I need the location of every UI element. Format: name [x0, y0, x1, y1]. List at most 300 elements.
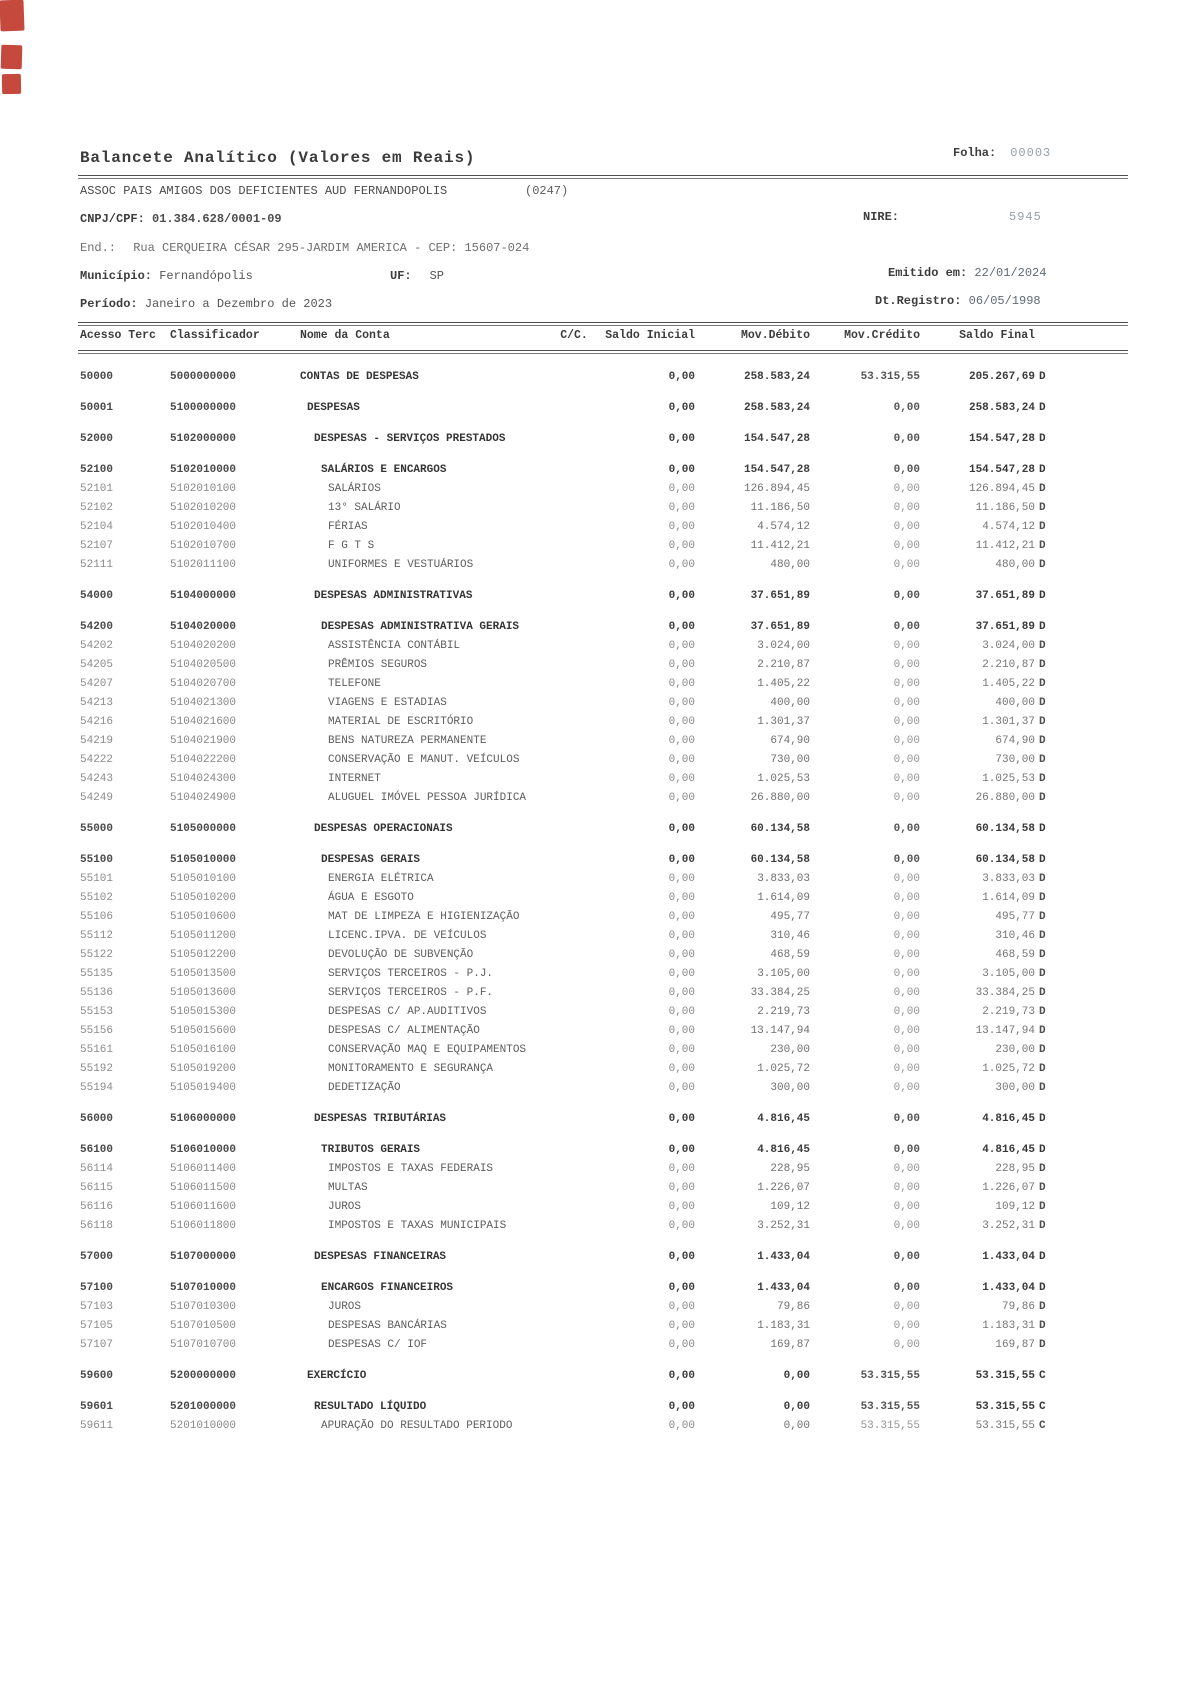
cell-dc-indicator: D [1039, 1044, 1046, 1056]
cell-dc-indicator: D [1039, 754, 1046, 766]
cell-mov-credito: 0,00 [893, 1320, 920, 1332]
cell-mov-debito: 37.651,89 [750, 590, 810, 602]
cell-acesso: 57100 [80, 1282, 114, 1294]
cell-acesso: 56000 [80, 1113, 114, 1125]
cell-saldo-inicial: 0,00 [668, 1282, 695, 1294]
cell-nome-da-conta: F G T S [328, 540, 375, 552]
cell-acesso: 52000 [80, 433, 114, 445]
cell-nome-da-conta: SERVIÇOS TERCEIROS - P.F. [328, 987, 494, 999]
dt-registro-field [875, 294, 1041, 308]
cell-acesso: 55194 [80, 1082, 114, 1094]
cell-saldo-inicial: 0,00 [668, 697, 695, 709]
cell-nome-da-conta: BENS NATUREZA PERMANENTE [328, 735, 487, 747]
cell-mov-debito: 154.547,28 [743, 433, 810, 445]
cell-saldo-final: 1.183,31 [982, 1320, 1035, 1332]
municipio-value: Fernandópolis [159, 269, 253, 283]
cell-saldo-final: 169,87 [995, 1339, 1035, 1351]
table-row [80, 1113, 1050, 1132]
cell-mov-credito: 53.315,55 [860, 371, 920, 383]
cell-nome-da-conta: LICENC.IPVA. DE VEÍCULOS [328, 930, 487, 942]
cell-dc-indicator: D [1039, 1144, 1046, 1156]
table-row [80, 559, 1050, 578]
cell-classificador: 5100000000 [170, 402, 237, 414]
cell-classificador: 5104020200 [170, 640, 237, 652]
cell-mov-debito: 4.816,45 [757, 1144, 810, 1156]
table-row [80, 697, 1050, 716]
cell-dc-indicator: D [1039, 949, 1046, 961]
red-edge-mark [0, 0, 25, 31]
cell-nome-da-conta: JUROS [328, 1201, 362, 1213]
cell-saldo-final: 4.574,12 [982, 521, 1035, 533]
cell-classificador: 5106011800 [170, 1220, 237, 1232]
col-header-dc-spacer [1035, 329, 1050, 342]
cell-saldo-inicial: 0,00 [668, 1420, 695, 1432]
cell-acesso: 55000 [80, 823, 114, 835]
cell-saldo-inicial: 0,00 [668, 402, 695, 414]
cell-mov-credito: 0,00 [893, 678, 920, 690]
cell-saldo-final: 4.816,45 [982, 1113, 1035, 1125]
cell-saldo-inicial: 0,00 [668, 1401, 695, 1413]
cell-nome-da-conta: DESPESAS GERAIS [321, 854, 421, 866]
cell-mov-debito: 1.226,07 [757, 1182, 810, 1194]
cell-mov-credito: 0,00 [893, 792, 920, 804]
cell-saldo-final: 53.315,55 [975, 1401, 1035, 1413]
cell-mov-debito: 1.183,31 [757, 1320, 810, 1332]
cell-dc-indicator: D [1039, 640, 1046, 652]
cell-saldo-inicial: 0,00 [668, 1063, 695, 1075]
table-row [80, 968, 1050, 987]
cell-nome-da-conta: MATERIAL DE ESCRITÓRIO [328, 716, 474, 728]
cell-mov-debito: 79,86 [776, 1301, 810, 1313]
cell-acesso: 54219 [80, 735, 114, 747]
cell-saldo-final: 79,86 [1001, 1301, 1035, 1313]
cell-mov-debito: 1.405,22 [757, 678, 810, 690]
cell-acesso: 54205 [80, 659, 114, 671]
table-row [80, 1282, 1050, 1301]
cell-acesso: 50000 [80, 371, 114, 383]
cell-dc-indicator: D [1039, 590, 1046, 602]
cell-mov-credito: 0,00 [893, 949, 920, 961]
cell-mov-credito: 0,00 [893, 1339, 920, 1351]
cell-mov-debito: 1.025,53 [757, 773, 810, 785]
cell-classificador: 5104020700 [170, 678, 237, 690]
cell-mov-debito: 400,00 [770, 697, 810, 709]
cell-saldo-inicial: 0,00 [668, 1044, 695, 1056]
cell-nome-da-conta: ENCARGOS FINANCEIROS [321, 1282, 454, 1294]
cell-acesso: 55161 [80, 1044, 114, 1056]
cell-mov-credito: 0,00 [893, 1063, 920, 1075]
cell-saldo-inicial: 0,00 [668, 540, 695, 552]
table-row [80, 754, 1050, 773]
cell-saldo-final: 468,59 [995, 949, 1035, 961]
cell-saldo-final: 730,00 [995, 754, 1035, 766]
table-row [80, 1006, 1050, 1025]
nire-field [863, 210, 1042, 224]
cell-saldo-inicial: 0,00 [668, 968, 695, 980]
cell-classificador: 5102011100 [170, 559, 237, 571]
cell-dc-indicator: D [1039, 659, 1046, 671]
cell-nome-da-conta: DESPESAS - SERVIÇOS PRESTADOS [314, 433, 506, 445]
table-row [80, 402, 1050, 421]
page-title: Balancete Analítico (Valores em Reais) [80, 149, 476, 167]
cell-mov-credito: 53.315,55 [860, 1370, 920, 1382]
emitido-label: Emitido em: [888, 266, 968, 280]
table-row [80, 1025, 1050, 1044]
cell-acesso: 54213 [80, 697, 114, 709]
cell-mov-debito: 228,95 [770, 1163, 810, 1175]
account-group [80, 1144, 1050, 1239]
cell-acesso: 55192 [80, 1063, 114, 1075]
table-row [80, 1420, 1050, 1439]
cell-mov-debito: 37.651,89 [750, 621, 810, 633]
cell-classificador: 5201000000 [170, 1401, 237, 1413]
cell-classificador: 5105016100 [170, 1044, 237, 1056]
cell-saldo-final: 60.134,58 [975, 823, 1035, 835]
cell-saldo-final: 2.219,73 [982, 1006, 1035, 1018]
cell-nome-da-conta: DEDETIZAÇÃO [328, 1082, 401, 1094]
table-row [80, 1144, 1050, 1163]
cell-mov-credito: 0,00 [893, 521, 920, 533]
cell-mov-debito: 11.412,21 [750, 540, 810, 552]
cell-acesso: 54000 [80, 590, 114, 602]
cell-classificador: 5104021900 [170, 735, 237, 747]
cell-saldo-inicial: 0,00 [668, 1320, 695, 1332]
cell-dc-indicator: D [1039, 792, 1046, 804]
cell-dc-indicator: D [1039, 1082, 1046, 1094]
cell-acesso: 57000 [80, 1251, 114, 1263]
cell-saldo-inicial: 0,00 [668, 1144, 695, 1156]
cell-mov-credito: 0,00 [893, 911, 920, 923]
account-group [80, 402, 1050, 421]
cell-saldo-inicial: 0,00 [668, 433, 695, 445]
cell-saldo-inicial: 0,00 [668, 930, 695, 942]
cell-classificador: 5104020500 [170, 659, 237, 671]
company-name: ASSOC PAIS AMIGOS DOS DEFICIENTES AUD FERNANDOPOLIS [80, 184, 448, 198]
cell-mov-debito: 480,00 [770, 559, 810, 571]
cell-acesso: 56114 [80, 1163, 114, 1175]
cell-mov-debito: 13.147,94 [750, 1025, 810, 1037]
cell-saldo-final: 300,00 [995, 1082, 1035, 1094]
account-group [80, 823, 1050, 842]
cell-nome-da-conta: FÉRIAS [328, 521, 368, 533]
cell-classificador: 5105010200 [170, 892, 237, 904]
address-label: End.: [80, 241, 117, 255]
account-group [80, 854, 1050, 1101]
cell-acesso: 59601 [80, 1401, 114, 1413]
cell-saldo-inicial: 0,00 [668, 792, 695, 804]
cell-acesso: 52100 [80, 464, 114, 476]
cell-saldo-final: 37.651,89 [975, 590, 1035, 602]
cell-nome-da-conta: INTERNET [328, 773, 381, 785]
cell-saldo-final: 1.405,22 [982, 678, 1035, 690]
cell-classificador: 5000000000 [170, 371, 237, 383]
table-row [80, 1320, 1050, 1339]
cell-dc-indicator: D [1039, 854, 1046, 866]
cell-saldo-final: 126.894,45 [968, 483, 1035, 495]
cell-mov-debito: 4.574,12 [757, 521, 810, 533]
account-group [80, 1401, 1050, 1439]
cell-mov-credito: 0,00 [893, 1201, 920, 1213]
cell-acesso: 55102 [80, 892, 114, 904]
cell-nome-da-conta: JUROS [328, 1301, 362, 1313]
cell-saldo-inicial: 0,00 [668, 873, 695, 885]
cell-mov-credito: 0,00 [893, 640, 920, 652]
cell-mov-credito: 0,00 [893, 1113, 920, 1125]
cell-dc-indicator: D [1039, 911, 1046, 923]
cell-saldo-final: 60.134,58 [975, 854, 1035, 866]
address-value: Rua CERQUEIRA CÉSAR 295-JARDIM AMERICA - CEP: 15607-024 [133, 241, 530, 255]
cell-classificador: 5105011200 [170, 930, 237, 942]
cell-nome-da-conta: SERVIÇOS TERCEIROS - P.J. [328, 968, 494, 980]
cell-mov-credito: 0,00 [893, 659, 920, 671]
cell-mov-debito: 60.134,58 [750, 823, 810, 835]
cell-saldo-inicial: 0,00 [668, 1220, 695, 1232]
periodo-value: Janeiro a Dezembro de 2023 [144, 297, 333, 311]
table-body [80, 371, 1050, 1451]
cell-classificador: 5105012200 [170, 949, 237, 961]
table-row [80, 464, 1050, 483]
account-group [80, 1113, 1050, 1132]
title-rule [78, 175, 1128, 179]
cell-saldo-final: 1.025,72 [982, 1063, 1035, 1075]
cell-dc-indicator: D [1039, 697, 1046, 709]
cell-saldo-final: 154.547,28 [968, 433, 1035, 445]
table-header-row [80, 329, 1050, 342]
cell-nome-da-conta: MONITORAMENTO E SEGURANÇA [328, 1063, 494, 1075]
cell-dc-indicator: D [1039, 1113, 1046, 1125]
cell-nome-da-conta: 13° SALÁRIO [328, 502, 401, 514]
cell-classificador: 5107010000 [170, 1282, 237, 1294]
cell-dc-indicator: D [1039, 1220, 1046, 1232]
cell-saldo-inicial: 0,00 [668, 559, 695, 571]
table-row [80, 823, 1050, 842]
col-header-saldo-final: Saldo Final [959, 329, 1035, 342]
cell-saldo-inicial: 0,00 [668, 1082, 695, 1094]
cell-acesso: 54216 [80, 716, 114, 728]
cell-saldo-inicial: 0,00 [668, 371, 695, 383]
cell-nome-da-conta: DEVOLUÇÃO DE SUBVENÇÃO [328, 949, 474, 961]
cell-nome-da-conta: EXERCÍCIO [307, 1370, 367, 1382]
cell-saldo-final: 3.024,00 [982, 640, 1035, 652]
cell-acesso: 55101 [80, 873, 114, 885]
cell-mov-credito: 0,00 [893, 1251, 920, 1263]
cell-saldo-inicial: 0,00 [668, 521, 695, 533]
cell-saldo-final: 310,46 [995, 930, 1035, 942]
cell-classificador: 5106010000 [170, 1144, 237, 1156]
cell-dc-indicator: D [1039, 892, 1046, 904]
cell-nome-da-conta: DESPESAS C/ AP.AUDITIVOS [328, 1006, 487, 1018]
account-group [80, 371, 1050, 390]
cell-nome-da-conta: ENERGIA ELÉTRICA [328, 873, 434, 885]
cell-mov-credito: 0,00 [893, 1220, 920, 1232]
cell-mov-debito: 2.219,73 [757, 1006, 810, 1018]
table-row [80, 735, 1050, 754]
col-header-nome: Nome da Conta [300, 329, 390, 342]
cell-mov-credito: 0,00 [893, 968, 920, 980]
cell-saldo-inicial: 0,00 [668, 621, 695, 633]
cell-mov-debito: 3.833,03 [757, 873, 810, 885]
cell-saldo-inicial: 0,00 [668, 1339, 695, 1351]
cell-nome-da-conta: ÁGUA E ESGOTO [328, 892, 414, 904]
cell-mov-credito: 0,00 [893, 873, 920, 885]
cell-mov-debito: 1.433,04 [757, 1282, 810, 1294]
cell-classificador: 5106011500 [170, 1182, 237, 1194]
cell-dc-indicator: D [1039, 873, 1046, 885]
cell-acesso: 55112 [80, 930, 114, 942]
cell-classificador: 5104024900 [170, 792, 237, 804]
cell-classificador: 5104000000 [170, 590, 237, 602]
account-group [80, 621, 1050, 811]
cell-mov-debito: 258.583,24 [743, 402, 810, 414]
cell-dc-indicator: D [1039, 1251, 1046, 1263]
cell-saldo-final: 2.210,87 [982, 659, 1035, 671]
cell-dc-indicator: D [1039, 1320, 1046, 1332]
cell-dc-indicator: D [1039, 1201, 1046, 1213]
cell-nome-da-conta: DESPESAS ADMINISTRATIVAS [314, 590, 473, 602]
cell-dc-indicator: D [1039, 1182, 1046, 1194]
table-row [80, 1220, 1050, 1239]
cell-nome-da-conta: IMPOSTOS E TAXAS MUNICIPAIS [328, 1220, 507, 1232]
cell-classificador: 5107010300 [170, 1301, 237, 1313]
cell-nome-da-conta: APURAÇÃO DO RESULTADO PERIODO [321, 1420, 513, 1432]
table-row [80, 540, 1050, 559]
cell-dc-indicator: D [1039, 716, 1046, 728]
cell-mov-debito: 3.024,00 [757, 640, 810, 652]
cell-mov-debito: 11.186,50 [750, 502, 810, 514]
cell-saldo-inicial: 0,00 [668, 892, 695, 904]
table-row [80, 1182, 1050, 1201]
cell-saldo-final: 1.226,07 [982, 1182, 1035, 1194]
table-row [80, 433, 1050, 452]
cell-acesso: 59600 [80, 1370, 114, 1382]
cell-dc-indicator: C [1039, 1370, 1046, 1382]
cell-mov-credito: 0,00 [893, 987, 920, 999]
cell-classificador: 5105015300 [170, 1006, 237, 1018]
cell-mov-debito: 1.025,72 [757, 1063, 810, 1075]
cell-mov-debito: 310,46 [770, 930, 810, 942]
cell-nome-da-conta: DESPESAS [307, 402, 360, 414]
cell-nome-da-conta: DESPESAS ADMINISTRATIVA GERAIS [321, 621, 520, 633]
cell-classificador: 5102000000 [170, 433, 237, 445]
cell-dc-indicator: C [1039, 1401, 1046, 1413]
table-row [80, 1082, 1050, 1101]
cell-mov-credito: 0,00 [893, 697, 920, 709]
red-edge-mark [2, 74, 21, 94]
table-row [80, 1401, 1050, 1420]
cell-saldo-inicial: 0,00 [668, 754, 695, 766]
cell-mov-debito: 468,59 [770, 949, 810, 961]
cell-saldo-inicial: 0,00 [668, 1006, 695, 1018]
cell-classificador: 5102010100 [170, 483, 237, 495]
table-row [80, 1301, 1050, 1320]
cell-dc-indicator: D [1039, 1282, 1046, 1294]
cell-mov-debito: 0,00 [783, 1420, 810, 1432]
cell-acesso: 56115 [80, 1182, 114, 1194]
cell-saldo-inicial: 0,00 [668, 716, 695, 728]
cell-acesso: 50001 [80, 402, 114, 414]
cell-dc-indicator: C [1039, 1420, 1046, 1432]
cell-dc-indicator: D [1039, 433, 1046, 445]
cell-dc-indicator: D [1039, 371, 1046, 383]
cell-mov-debito: 60.134,58 [750, 854, 810, 866]
uf-label: UF: [390, 269, 412, 283]
cell-saldo-inicial: 0,00 [668, 854, 695, 866]
cell-acesso: 52104 [80, 521, 114, 533]
cell-acesso: 54200 [80, 621, 114, 633]
table-row [80, 659, 1050, 678]
cell-acesso: 52107 [80, 540, 114, 552]
cell-dc-indicator: D [1039, 987, 1046, 999]
cell-dc-indicator: D [1039, 502, 1046, 514]
cell-classificador: 5105010000 [170, 854, 237, 866]
cell-saldo-inicial: 0,00 [668, 987, 695, 999]
cell-classificador: 5102010400 [170, 521, 237, 533]
cell-saldo-final: 1.301,37 [982, 716, 1035, 728]
cell-mov-debito: 258.583,24 [743, 371, 810, 383]
cell-acesso: 54249 [80, 792, 114, 804]
table-header-rule-top [78, 322, 1128, 326]
table-row [80, 1251, 1050, 1270]
cell-mov-debito: 33.384,25 [750, 987, 810, 999]
cell-mov-debito: 730,00 [770, 754, 810, 766]
cell-mov-credito: 0,00 [893, 1282, 920, 1294]
cell-classificador: 5102010700 [170, 540, 237, 552]
cell-dc-indicator: D [1039, 1025, 1046, 1037]
company-code: (0247) [525, 184, 569, 198]
col-header-cc: C/C. [560, 329, 588, 342]
account-group [80, 590, 1050, 609]
cell-classificador: 5105000000 [170, 823, 237, 835]
cell-nome-da-conta: PRÊMIOS SEGUROS [328, 659, 428, 671]
folha-value: 00003 [1010, 146, 1052, 160]
cell-mov-debito: 109,12 [770, 1201, 810, 1213]
cell-acesso: 54207 [80, 678, 114, 690]
cell-mov-credito: 0,00 [893, 621, 920, 633]
table-row [80, 1063, 1050, 1082]
cell-classificador: 5104021600 [170, 716, 237, 728]
cell-mov-credito: 53.315,55 [860, 1420, 920, 1432]
cell-classificador: 5105010600 [170, 911, 237, 923]
cell-classificador: 5201010000 [170, 1420, 237, 1432]
cell-acesso: 55156 [80, 1025, 114, 1037]
cell-mov-debito: 26.880,00 [750, 792, 810, 804]
cell-nome-da-conta: SALÁRIOS E ENCARGOS [321, 464, 447, 476]
cell-classificador: 5200000000 [170, 1370, 237, 1382]
cell-saldo-final: 154.547,28 [968, 464, 1035, 476]
periodo-label: Período: [80, 297, 138, 311]
cell-nome-da-conta: DESPESAS BANCÁRIAS [328, 1320, 447, 1332]
folha-label: Folha: [953, 146, 997, 160]
cell-acesso: 56118 [80, 1220, 114, 1232]
cell-dc-indicator: D [1039, 521, 1046, 533]
cell-dc-indicator: D [1039, 773, 1046, 785]
cell-saldo-inicial: 0,00 [668, 773, 695, 785]
cell-saldo-inicial: 0,00 [668, 1251, 695, 1263]
col-header-mov-credito: Mov.Crédito [844, 329, 920, 342]
cell-dc-indicator: D [1039, 402, 1046, 414]
cell-saldo-inicial: 0,00 [668, 1163, 695, 1175]
cell-saldo-final: 33.384,25 [975, 987, 1035, 999]
cell-classificador: 5104021300 [170, 697, 237, 709]
table-row [80, 911, 1050, 930]
table-row [80, 621, 1050, 640]
cell-saldo-inicial: 0,00 [668, 1301, 695, 1313]
cell-mov-debito: 495,77 [770, 911, 810, 923]
cell-classificador: 5104020000 [170, 621, 237, 633]
cell-dc-indicator: D [1039, 464, 1046, 476]
cell-mov-credito: 0,00 [893, 1163, 920, 1175]
uf-value: SP [429, 269, 445, 283]
